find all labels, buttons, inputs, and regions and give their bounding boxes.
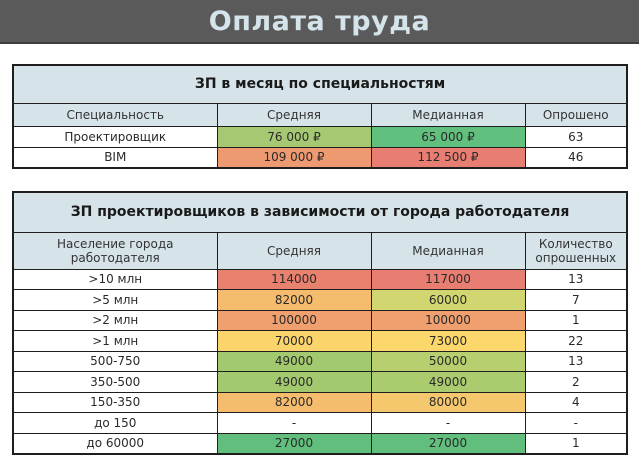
table-title: ЗП в месяц по специальностям [13, 65, 627, 103]
population-cell: 500-750 [13, 351, 217, 372]
column-header-average: Средняя [217, 232, 371, 269]
average-salary-cell: 27000 [217, 433, 371, 454]
surveyed-count-cell: 46 [525, 147, 627, 168]
median-salary-cell: 73000 [371, 331, 525, 352]
column-header-surveyed: Опрошено [525, 103, 627, 126]
median-salary-cell: 112 500 ₽ [371, 147, 525, 168]
respondents-count-cell: 1 [525, 433, 627, 454]
median-salary-cell: 100000 [371, 310, 525, 331]
page-title: Оплата труда [208, 5, 431, 37]
salary-by-specialty-table [12, 64, 628, 169]
table-row [13, 433, 627, 454]
specialty-cell: BIM [13, 147, 217, 168]
average-salary-cell: 49000 [217, 351, 371, 372]
column-header-population: Население города работодателя [13, 232, 217, 269]
table-row [13, 147, 627, 168]
population-cell: 350-500 [13, 372, 217, 393]
population-cell: >5 млн [13, 290, 217, 311]
table-title: ЗП проектировщиков в зависимости от города работодателя [13, 192, 627, 232]
median-salary-cell: - [371, 413, 525, 434]
respondents-count-cell: 13 [525, 269, 627, 290]
population-cell: >2 млн [13, 310, 217, 331]
median-salary-cell: 27000 [371, 433, 525, 454]
respondents-count-cell: 1 [525, 310, 627, 331]
population-cell: до 150 [13, 413, 217, 434]
page-header [0, 0, 639, 44]
average-salary-cell: 109 000 ₽ [217, 147, 371, 168]
population-cell: до 60000 [13, 433, 217, 454]
population-cell: >10 млн [13, 269, 217, 290]
average-salary-cell: 82000 [217, 392, 371, 413]
column-header-specialty: Специальность [13, 103, 217, 126]
respondents-count-cell: 7 [525, 290, 627, 311]
average-salary-cell: - [217, 413, 371, 434]
average-salary-cell: 70000 [217, 331, 371, 352]
table-row [13, 413, 627, 434]
average-salary-cell: 49000 [217, 372, 371, 393]
average-salary-cell: 114000 [217, 269, 371, 290]
average-salary-cell: 100000 [217, 310, 371, 331]
specialty-cell: Проектировщик [13, 126, 217, 147]
respondents-count-cell: - [525, 413, 627, 434]
median-salary-cell: 117000 [371, 269, 525, 290]
table-row [13, 126, 627, 147]
table-row [13, 372, 627, 393]
median-salary-cell: 80000 [371, 392, 525, 413]
respondents-count-cell: 2 [525, 372, 627, 393]
median-salary-cell: 50000 [371, 351, 525, 372]
median-salary-cell: 49000 [371, 372, 525, 393]
column-header-median: Медианная [371, 232, 525, 269]
median-salary-cell: 60000 [371, 290, 525, 311]
column-header-median: Медианная [371, 103, 525, 126]
table-row [13, 351, 627, 372]
median-salary-cell: 65 000 ₽ [371, 126, 525, 147]
table-row [13, 392, 627, 413]
table-row [13, 269, 627, 290]
population-cell: 150-350 [13, 392, 217, 413]
table-row [13, 331, 627, 352]
respondents-count-cell: 22 [525, 331, 627, 352]
column-header-respondents: Количество опрошенных [525, 232, 627, 269]
table-row [13, 290, 627, 311]
average-salary-cell: 82000 [217, 290, 371, 311]
average-salary-cell: 76 000 ₽ [217, 126, 371, 147]
respondents-count-cell: 13 [525, 351, 627, 372]
respondents-count-cell: 4 [525, 392, 627, 413]
table-row [13, 310, 627, 331]
salary-by-city-table [12, 191, 628, 455]
surveyed-count-cell: 63 [525, 126, 627, 147]
population-cell: >1 млн [13, 331, 217, 352]
column-header-average: Средняя [217, 103, 371, 126]
